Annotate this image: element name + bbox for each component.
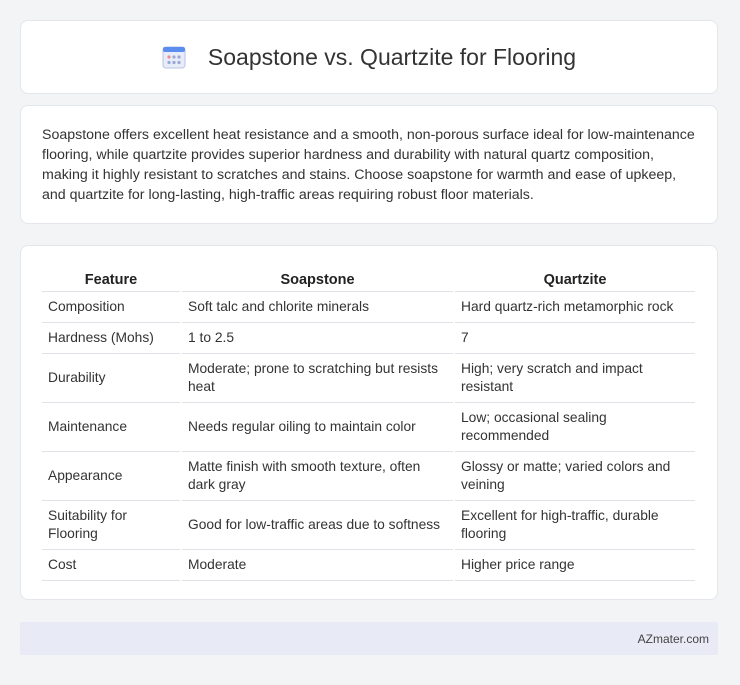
table-row — [42, 501, 695, 550]
quartzite-cell: Excellent for high-traffic, durable flooring — [455, 501, 695, 550]
footer-site-link[interactable]: AZmater.com — [637, 631, 709, 646]
soapstone-cell: Moderate; prone to scratching but resists heat — [182, 354, 453, 403]
quartzite-cell: 7 — [455, 323, 695, 354]
soapstone-cell: Moderate — [182, 550, 453, 581]
table-row — [42, 354, 695, 403]
feature-cell: Suitability for Flooring — [42, 501, 180, 550]
table-row — [42, 292, 695, 323]
feature-cell: Hardness (Mohs) — [42, 323, 180, 354]
soapstone-cell: Good for low-traffic areas due to softness — [182, 501, 453, 550]
feature-cell: Cost — [42, 550, 180, 581]
table-row — [42, 403, 695, 452]
quartzite-cell: Glossy or matte; varied colors and veining — [455, 452, 695, 501]
soapstone-cell: Matte finish with smooth texture, often dark gray — [182, 452, 453, 501]
description-text: Soapstone offers excellent heat resistance and a smooth, non-porous surface ideal for low-maintenance flooring, while quartzite provides superior hardness and durability with natural quartz composition, making it highly resistant to scratches and stains. Choose soapstone for warmth and ease of upkeep, and quartzite for long-lasting, high-traffic areas requiring robust floor materials. — [42, 127, 695, 203]
table-row — [42, 452, 695, 501]
calendar-icon — [162, 45, 186, 69]
comparison-table-card — [20, 245, 718, 600]
soapstone-cell: Needs regular oiling to maintain color — [182, 403, 453, 452]
comparison-table — [40, 266, 697, 581]
feature-cell: Maintenance — [42, 403, 180, 452]
title-card — [20, 20, 718, 94]
table-row — [42, 323, 695, 354]
feature-cell: Durability — [42, 354, 180, 403]
description-card — [20, 105, 718, 224]
quartzite-cell: Low; occasional sealing recommended — [455, 403, 695, 452]
soapstone-cell: Soft talc and chlorite minerals — [182, 292, 453, 323]
header-quartzite: Quartzite — [455, 266, 695, 292]
quartzite-cell: Higher price range — [455, 550, 695, 581]
footer — [20, 622, 718, 655]
soapstone-cell: 1 to 2.5 — [182, 323, 453, 354]
header-soapstone: Soapstone — [182, 266, 453, 292]
page-title: Soapstone vs. Quartzite for Flooring — [207, 43, 577, 70]
quartzite-cell: Hard quartz-rich metamorphic rock — [455, 292, 695, 323]
header-feature: Feature — [42, 266, 180, 292]
table-row — [42, 550, 695, 581]
feature-cell: Appearance — [42, 452, 180, 501]
feature-cell: Composition — [42, 292, 180, 323]
quartzite-cell: High; very scratch and impact resistant — [455, 354, 695, 403]
